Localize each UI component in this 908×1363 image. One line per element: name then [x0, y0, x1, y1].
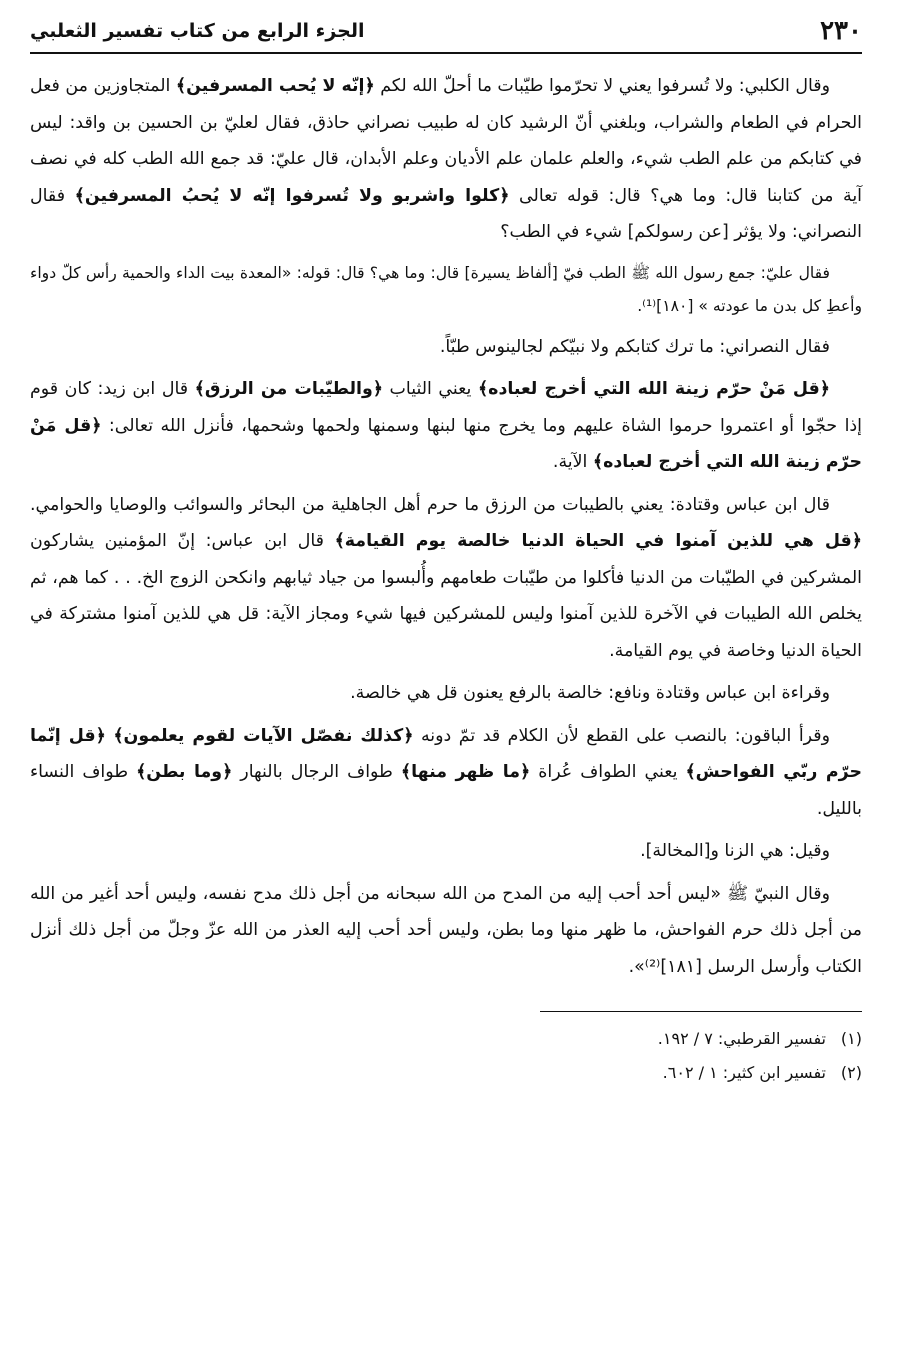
page-header	[30, 14, 862, 54]
text-run: وقال النبيّ ﷺ «ليس أحد أحب إليه من المدح من الله سبحانه من أجل ذلك مدح نفسه، وليس أحد أغير من الله من أجل ذلك حرم الفواحش، ما ظهر منها وما بطن، وليس أحد أحب إليه العذر من الله عزّ وجلّ من أجل ذلك أنزل الكتاب وأرسل الرسل [١٨١]⁽²⁾».	[30, 883, 862, 977]
quran-quote: ﴿والطيّبات من الرزق﴾	[194, 379, 383, 399]
footnote-divider	[540, 1011, 862, 1012]
paragraph-6	[30, 675, 862, 712]
quran-quote: ﴿وما بطن﴾	[136, 762, 233, 782]
text-run: يعني الثياب	[382, 379, 478, 399]
paragraph-9	[30, 876, 862, 986]
paragraph-8	[30, 833, 862, 870]
text-run: وقيل: هي الزنا و[المخالة].	[640, 841, 830, 861]
footnotes	[30, 1022, 862, 1090]
footnote-1	[30, 1022, 862, 1056]
text-run: قال ابن عباس وقتادة: يعني بالطيبات من الرزق ما حرم أهل الجاهلية من البحائر والسوائب والوصايا والحوامي.	[30, 494, 830, 515]
footnote-text: تفسير ابن كثير: ١ / ٦٠٢.	[662, 1063, 826, 1082]
footnote-2	[30, 1056, 862, 1090]
running-head: الجزء الرابع من كتاب تفسير الثعلبي	[30, 20, 365, 42]
quran-quote: ﴿كلوا واشربو ولا تُسرفوا إنّه لا يُحبُ المسرفين﴾	[74, 185, 510, 206]
quran-quote: ﴿قل هي للذين آمنوا في الحياة الدنيا خالصة يوم القيامة﴾	[334, 531, 863, 551]
text-run: قال ابن عباس: إنّ المؤمنين يشاركون المشركين في الطيّبات من الدنيا فأكلوا من طيّبات طعامهم وأُلبسوا من جياد ثيابهم وانكحن الزوج الخ. . . كما هم، ثم يخلص الله الطيبات في الآخرة للذين آمنوا وليس للمشركين فيها شيء ومجاز الآية: قل هي للذين آمنوا مشتركة في الحياة الدنيا وخاصة في يوم القيامة.	[30, 531, 862, 661]
text-run: وقرأ الباقون: بالنصب على القطع لأن الكلام قد تمّ دونه	[413, 725, 830, 746]
quran-quote: ﴿إنّه لا يُحب المسرفين﴾	[175, 76, 375, 96]
text-run: قال ابن زيد: كان قوم إذا حجّوا أو اعتمروا حرموا الشاة عليهم وما يخرج منها لبنها وسمنها ولحمها وشحمها، فأنزل الله تعالى:	[30, 379, 862, 436]
text-run: طواف النساء بالليل.	[30, 762, 862, 819]
quran-quote: ﴿قل إنّما حرّم ربّي الفواحش﴾	[30, 725, 863, 782]
text-run: فقال النصراني: ما ترك كتابكم ولا نبيّكم لجالينوس طبّاً.	[439, 336, 830, 357]
paragraph-3	[30, 329, 862, 366]
text-run: وقال الكلبي: ولا تُسرفوا يعني لا تحرّموا طيّبات ما أحلّ الله لكم	[374, 76, 830, 96]
paragraph-7	[30, 718, 862, 828]
text-run: وقراءة ابن عباس وقتادة ونافع: خالصة بالرفع يعنون قل هي خالصة.	[350, 683, 830, 703]
text-run: يعني الطواف عُراة	[530, 762, 686, 782]
text-run: طواف الرجال بالنهار	[232, 762, 401, 782]
paragraph-4	[30, 371, 862, 481]
text-run: فقال عليّ: جمع رسول الله ﷺ الطب فيّ [ألفاظ يسيرة] قال: وما هي؟ قال: قوله: «المعدة بيت الداء والحمية رأس كلّ دواء وأعطِ كل بدن ما عودته » [١٨٠]⁽¹⁾.	[30, 263, 862, 315]
quran-quote: ﴿كذلك نفصّل الآيات لقوم يعلمون﴾	[113, 725, 414, 746]
page-number: ٢٣٠	[820, 16, 862, 46]
paragraph-1	[30, 68, 862, 251]
paragraph-5	[30, 487, 862, 670]
book-page	[30, 14, 862, 1344]
text-run: فقال النصراني: ولا يؤثر [عن رسولكم] شيء في الطب؟	[30, 185, 862, 242]
paragraph-2	[30, 257, 862, 323]
footnote-text: تفسير القرطبي: ٧ / ١٩٢.	[657, 1029, 826, 1048]
quran-quote: ﴿ما ظهر منها﴾	[400, 762, 531, 782]
quran-quote: ﴿قل مَنْ حرّم زينة الله التي أخرج لعباده﴾	[30, 415, 862, 472]
body-text	[30, 68, 862, 985]
quran-quote: ﴿قل مَنْ حرّم زينة الله التي أخرج لعباده﴾	[477, 379, 830, 399]
footnote-number: (٢)	[840, 1063, 862, 1082]
text-run: المتجاوزين من فعل الحرام في الطعام والشراب، وبلغني أنّ الرشيد كان له طبيب نصراني حاذق، فقال لعليّ بن الحسين بن واقد: ليس في كتابكم من علم الطب شيء، والعلم علمان علم الأديان وعلم الأبدان، قال عليّ: قد جمع الله الطب كله في نصف آية من كتابنا قال: وما هي؟ قال: قوله تعالى	[30, 76, 862, 206]
footnote-number: (١)	[840, 1029, 862, 1048]
text-run: الآية.	[552, 452, 593, 472]
